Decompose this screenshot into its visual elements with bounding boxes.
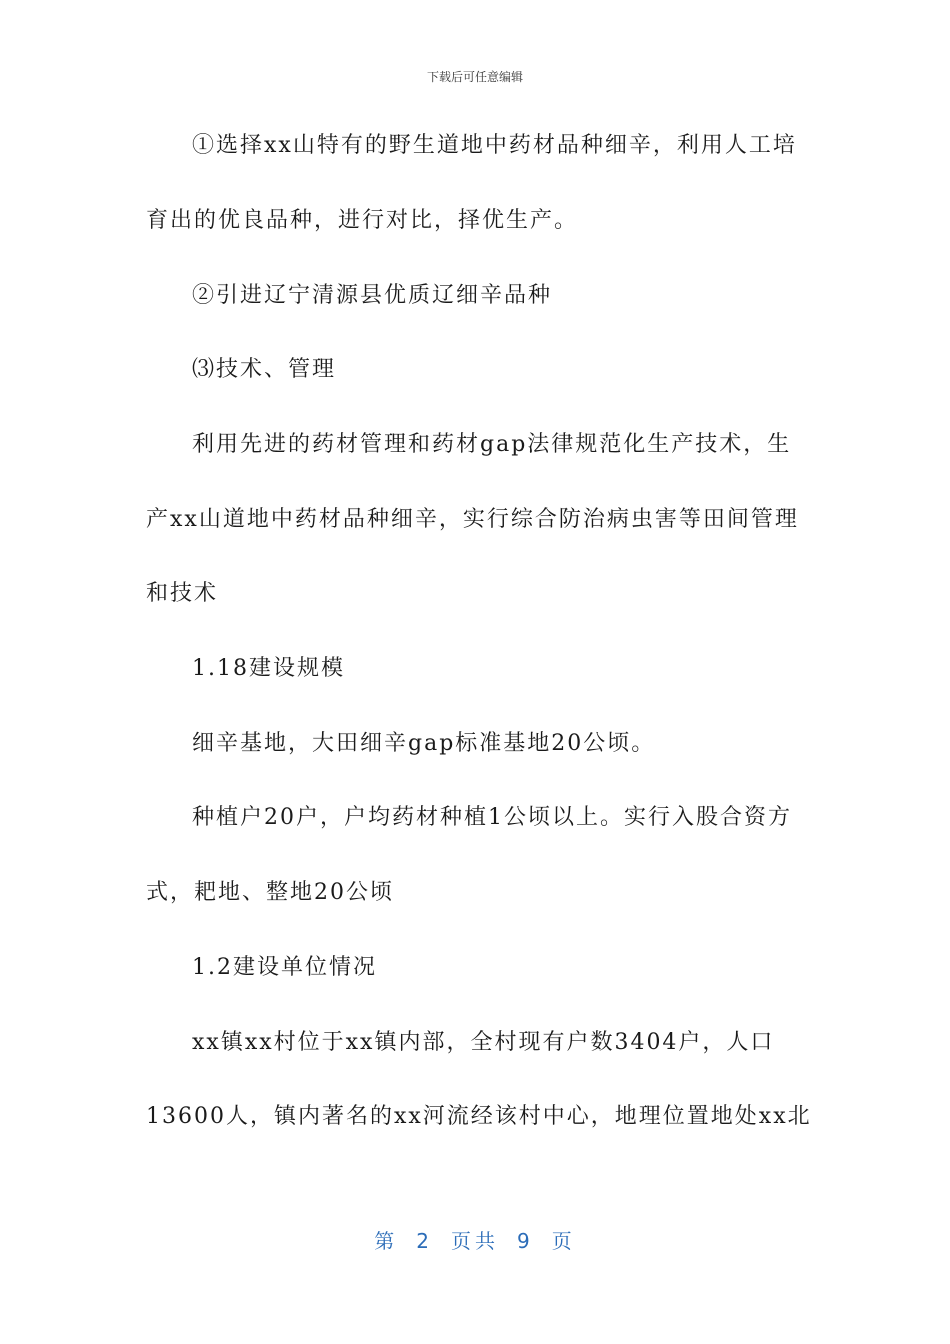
paragraph-line: 13600人，镇内著名的xx河流经该村中心，地理位置地处xx北	[146, 1104, 812, 1129]
section-heading: 1.2建设单位情况	[192, 955, 377, 980]
footer-prefix: 第	[374, 1229, 399, 1253]
page-footer	[0, 1225, 950, 1254]
paragraph-line: 利用先进的药材管理和药材gap法律规范化生产技术，生	[192, 432, 792, 457]
header-note: 下载后可任意编辑	[426, 70, 523, 84]
paragraph-line: ②引进辽宁清源县优质辽细辛品种	[192, 283, 553, 308]
section-heading: ⑶技术、管理	[192, 357, 337, 382]
footer-middle: 页共	[451, 1229, 499, 1253]
paragraph-line: 育出的优良品种，进行对比，择优生产。	[146, 208, 579, 233]
paragraph-line: 产xx山道地中药材品种细辛，实行综合防治病虫害等田间管理	[146, 507, 799, 532]
paragraph-line: 式，耙地、整地20公顷	[146, 880, 394, 905]
footer-total-pages: 9	[517, 1229, 534, 1253]
paragraph-line: 和技术	[146, 581, 219, 606]
paragraph-line: ①选择xx山特有的野生道地中药材品种细辛，利用人工培	[192, 133, 797, 158]
paragraph-line: 种植户20户，户均药材种植1公顷以上。实行入股合资方	[192, 805, 792, 830]
paragraph-line: 细辛基地，大田细辛gap标准基地20公顷。	[192, 731, 656, 756]
footer-suffix: 页	[551, 1229, 576, 1253]
paragraph-line: xx镇xx村位于xx镇内部，全村现有户数3404户，人口	[192, 1030, 775, 1055]
section-heading: 1.18建设规模	[192, 656, 345, 681]
footer-page-number: 2	[416, 1229, 433, 1253]
